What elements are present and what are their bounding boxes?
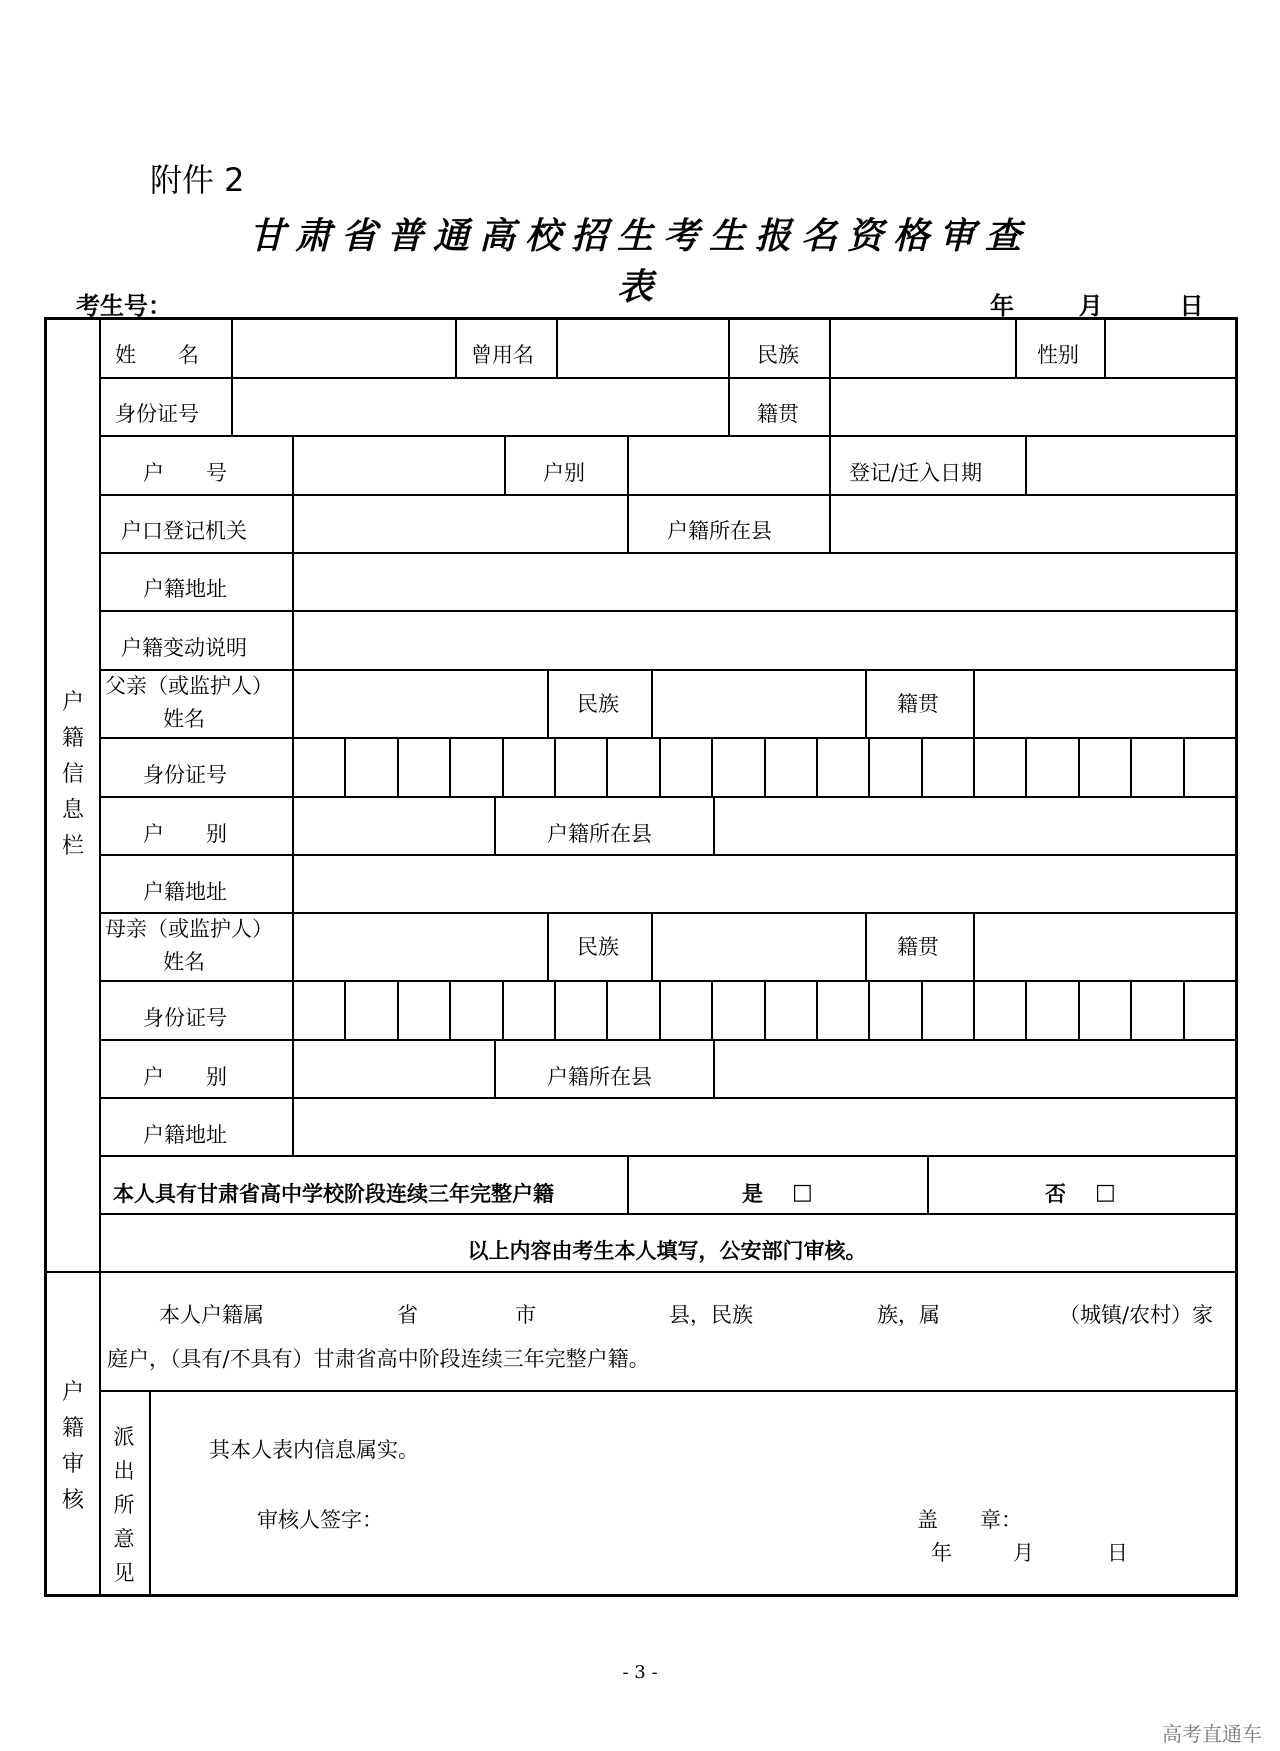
- registration-authority-label: 户口登记机关: [121, 519, 247, 543]
- side-char: 信: [61, 762, 84, 787]
- review-line1-c: 市: [515, 1303, 536, 1327]
- yes-checkbox[interactable]: □: [792, 1180, 813, 1205]
- ethnicity-label: 民族: [757, 343, 799, 367]
- mother-native-label: 籍贯: [897, 935, 939, 959]
- header-date: [990, 286, 1203, 321]
- household-change-label: 户籍变动说明: [121, 636, 247, 660]
- section-household-review-label: [58, 1375, 88, 1519]
- sign-year: 年: [931, 1541, 952, 1565]
- id-digit-cell-divider: [816, 980, 818, 1039]
- id-digit-cell-divider: [554, 980, 556, 1039]
- watermark: 高考直通车: [1162, 1722, 1262, 1746]
- id-digit-cell-divider: [973, 980, 975, 1039]
- gender-label: 性别: [1037, 343, 1079, 367]
- father-household-type-label: 户 别: [143, 822, 227, 846]
- id-digit-cell-divider: [1078, 737, 1080, 796]
- side-char: 栏: [61, 834, 84, 859]
- father-id-label: 身份证号: [143, 763, 227, 787]
- review-line1-e: 族，属: [877, 1303, 940, 1327]
- id-digit-cell-divider: [606, 980, 608, 1039]
- review-line2: 庭户，（具有/不具有）甘肃省高中阶段连续三年完整户籍。: [107, 1347, 650, 1371]
- police-station-opinion-label: [109, 1420, 139, 1590]
- id-digit-cell-divider: [1183, 980, 1185, 1039]
- review-line1-d: 县，民族: [669, 1303, 753, 1327]
- id-digit-cell-divider: [816, 737, 818, 796]
- police-char: 见: [113, 1561, 135, 1585]
- id-digit-cell-divider: [397, 980, 399, 1039]
- side-char: 户: [61, 1380, 84, 1405]
- header-day: 日: [1179, 291, 1204, 320]
- id-digit-cell-divider: [921, 737, 923, 796]
- id-digit-cell-divider: [764, 737, 766, 796]
- id-digit-cell-divider: [502, 737, 504, 796]
- id-digit-cell-divider: [921, 980, 923, 1039]
- id-digit-cell-divider: [659, 980, 661, 1039]
- id-digit-cell-divider: [449, 980, 451, 1039]
- side-char: 息: [61, 798, 84, 823]
- father-name-label-1: 父亲（或监护人）: [105, 674, 273, 698]
- side-char: 籍: [61, 726, 84, 751]
- yes-label: 是: [742, 1181, 763, 1206]
- info-verified-text: 其本人表内信息属实。: [209, 1438, 419, 1462]
- side-char: 籍: [61, 1416, 84, 1441]
- seal-label: 盖 章：: [917, 1508, 1022, 1532]
- father-county-label: 户籍所在县: [547, 822, 652, 846]
- side-char: 户: [61, 690, 84, 715]
- household-number-label: 户 号: [143, 461, 227, 485]
- id-digit-cell-divider: [344, 980, 346, 1039]
- form-title: 甘肃省普通高校招生考生报名资格审查表: [248, 215, 1031, 308]
- sign-day: 日: [1107, 1541, 1128, 1565]
- sign-month: 月: [1013, 1541, 1034, 1565]
- police-char: 所: [113, 1493, 135, 1517]
- id-number-label: 身份证号: [115, 402, 199, 426]
- review-line1-a: 本人户籍属: [159, 1303, 264, 1327]
- father-name-label-2: 姓名: [163, 707, 205, 731]
- father-ethnicity-label: 民族: [577, 692, 619, 716]
- name-label: 姓 名: [115, 343, 199, 367]
- id-digit-cell-divider: [1183, 737, 1185, 796]
- id-digit-cell-divider: [449, 737, 451, 796]
- section-household-info-label: [58, 685, 88, 865]
- household-address-label: 户籍地址: [143, 577, 227, 601]
- mother-ethnicity-label: 民族: [577, 935, 619, 959]
- household-type-label: 户别: [543, 461, 585, 485]
- id-digit-cell-divider: [344, 737, 346, 796]
- side-char: 审: [61, 1452, 84, 1477]
- review-line1-f: （城镇/农村）家: [1059, 1303, 1214, 1327]
- reviewer-signature-label: 审核人签字：: [257, 1508, 383, 1532]
- police-char: 意: [113, 1527, 135, 1551]
- registration-date-label: 登记/迁入日期: [849, 461, 983, 485]
- id-digit-cell-divider: [554, 737, 556, 796]
- id-digit-cell-divider: [397, 737, 399, 796]
- mother-name-label-1: 母亲（或监护人）: [105, 917, 273, 941]
- id-digit-cell-divider: [868, 980, 870, 1039]
- side-char: 核: [61, 1488, 84, 1513]
- page-number: - 3 -: [622, 1662, 658, 1683]
- attachment-label: 附件 2: [150, 161, 245, 199]
- mother-household-type-label: 户 别: [143, 1065, 227, 1089]
- id-digit-cell-divider: [502, 980, 504, 1039]
- police-char: 派: [113, 1425, 135, 1449]
- father-address-label: 户籍地址: [143, 880, 227, 904]
- id-digit-cell-divider: [973, 737, 975, 796]
- review-line1-b: 省: [397, 1303, 418, 1327]
- header-month: 月: [1078, 291, 1103, 320]
- id-digit-cell-divider: [1078, 980, 1080, 1039]
- id-digit-cell-divider: [1130, 980, 1132, 1039]
- id-digit-cell-divider: [711, 980, 713, 1039]
- id-digit-cell-divider: [1130, 737, 1132, 796]
- mother-county-label: 户籍所在县: [547, 1065, 652, 1089]
- id-digit-cell-divider: [606, 737, 608, 796]
- three-year-household-label: 本人具有甘肃省高中学校阶段连续三年完整户籍: [113, 1181, 554, 1206]
- household-county-label: 户籍所在县: [667, 519, 772, 543]
- native-place-label: 籍贯: [757, 402, 799, 426]
- id-digit-cell-divider: [711, 737, 713, 796]
- id-digit-cell-divider: [1025, 737, 1027, 796]
- header-year: 年: [990, 291, 1014, 320]
- id-digit-cell-divider: [764, 980, 766, 1039]
- mother-address-label: 户籍地址: [143, 1123, 227, 1147]
- id-digit-cell-divider: [659, 737, 661, 796]
- father-native-label: 籍贯: [897, 692, 939, 716]
- id-digit-cell-divider: [1025, 980, 1027, 1039]
- no-checkbox[interactable]: □: [1095, 1180, 1116, 1205]
- mother-name-label-2: 姓名: [163, 950, 205, 974]
- mother-id-label: 身份证号: [143, 1006, 227, 1030]
- exam-number-label: 考生号：: [76, 291, 172, 320]
- fill-note: 以上内容由考生本人填写，公安部门审核。: [467, 1238, 867, 1263]
- id-digit-cell-divider: [868, 737, 870, 796]
- former-name-label: 曾用名: [471, 343, 534, 367]
- police-char: 出: [113, 1459, 135, 1483]
- no-label: 否: [1045, 1181, 1066, 1206]
- form-table: [44, 317, 1238, 1597]
